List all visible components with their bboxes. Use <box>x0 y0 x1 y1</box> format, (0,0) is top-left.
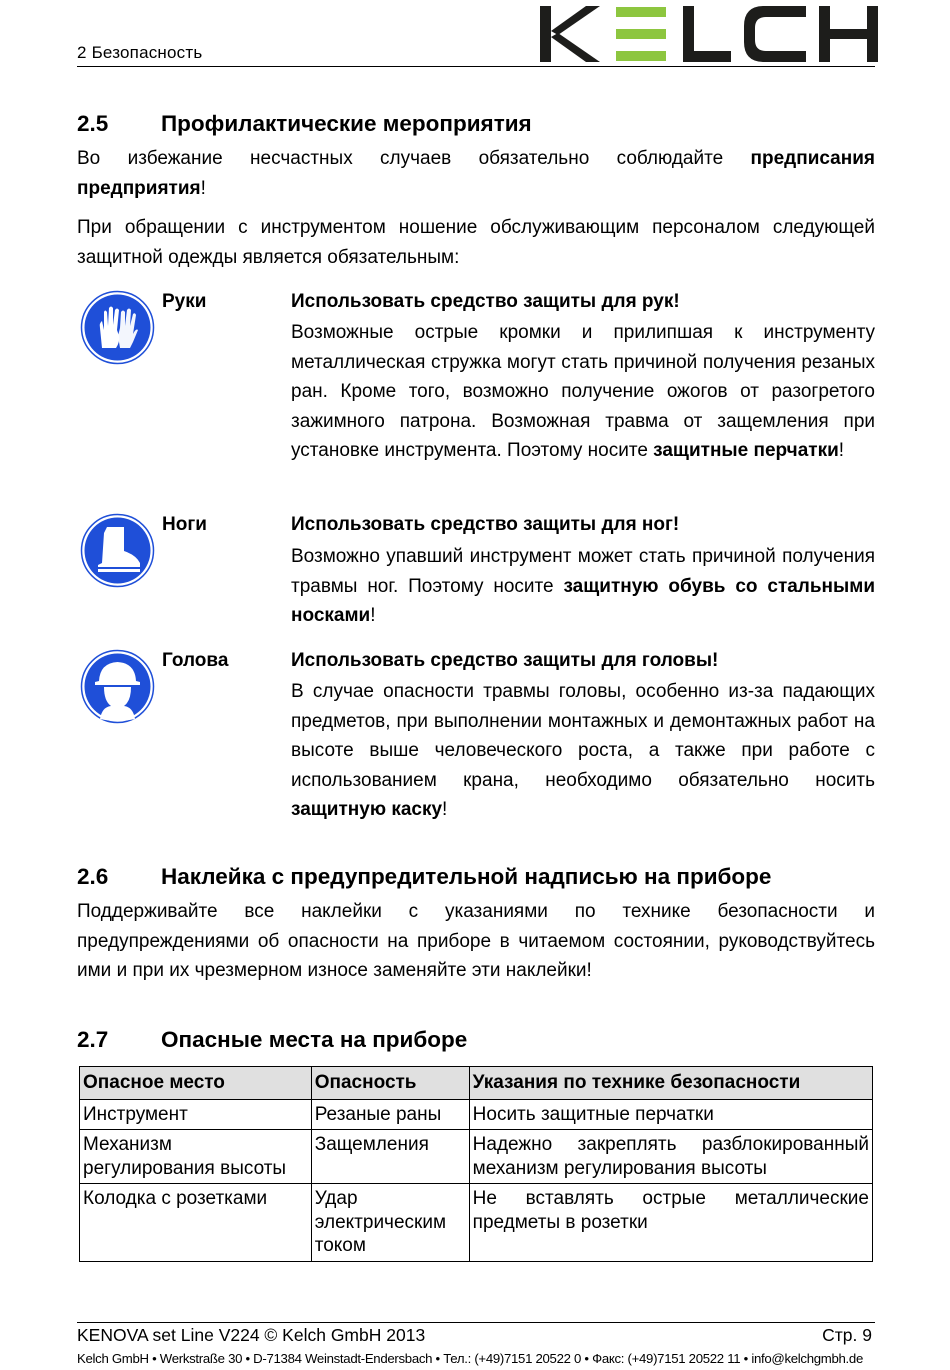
ppe-label-feet: Ноги <box>162 514 207 535</box>
ppe-text-feet: Возможно упавший инструмент может стать причиной получения травмы ног. Поэтому носите защитную обувь со стальными носками! <box>291 546 875 626</box>
kelch-logo <box>538 4 880 64</box>
footer-address: Kelch GmbH • Werkstraße 30 • D-71384 Weinstadt-Endersbach • Тел.: (+49)7151 20522 0 • Факс: (+49)7151 20522 11 • info@kelchgmbh.de <box>77 1351 863 1366</box>
table-row <box>80 1099 873 1130</box>
section-heading-2-5: 2.5 Профилактические мероприятия <box>77 111 532 136</box>
section-heading-2-7: 2.7 Опасные места на приборе <box>77 1027 468 1052</box>
helmet-icon <box>80 649 155 724</box>
intro-paragraph: Во избежание несчастных случаев обязательно соблюдайте предписания предприятия! <box>77 148 875 199</box>
ppe-text-head: В случае опасности травмы головы, особенно из-за падающих предметов, при выполнении монтажных и демонтажных работ на высоте выше человеческого роста, а также при работе с использованием крана, необходимо обязательно носить защитную каску! <box>291 681 875 820</box>
table-cell: Не вставлять острые металлические предметы в розетки <box>469 1184 872 1262</box>
ppe-label-hands: Руки <box>162 291 207 312</box>
footer-document-title: KENOVA set Line V224 © Kelch GmbH 2013 <box>77 1325 426 1345</box>
stickers-paragraph: Поддерживайте все наклейки с указаниями по технике безопасности и предупреждениями об опасности на приборе в читаемом состоянии, руководствуйтесь ими и при их чрезмерном износе заменяйте эти наклейки! <box>77 901 875 981</box>
table-row <box>80 1130 873 1184</box>
table-header-row <box>80 1067 873 1100</box>
table-cell: Инструмент <box>80 1099 312 1130</box>
hazard-table <box>79 1066 873 1262</box>
section-heading-2-6: 2.6 Наклейка с предупредительной надписью на приборе <box>77 864 772 889</box>
boot-icon <box>80 513 155 588</box>
footer-page-number: Стр. 9 <box>822 1325 872 1345</box>
column-header: Опасность <box>311 1067 469 1100</box>
clothing-paragraph: При обращении с инструментом ношение обслуживающим персоналом следующей защитной одежды является обязательным: <box>77 217 875 268</box>
ppe-text-hands: Возможные острые кромки и прилипшая к инструменту металлическая стружка могут стать причиной получения резаных ран. Кроме того, возможно получение ожогов от разогретого зажимного патрона. Возможная травма от защемления при установке инструмента. Поэтому носите защитные перчатки! <box>291 322 875 461</box>
table-cell: Надежно закреплять разблокированный механизм регулирования высоты <box>469 1130 872 1184</box>
ppe-label-head: Голова <box>162 650 229 671</box>
table-cell: Колодка с розетками <box>80 1184 312 1262</box>
table-cell: Удар электрическим током <box>311 1184 469 1262</box>
column-header: Указания по технике безопасности <box>469 1067 872 1100</box>
table-cell: Резаные раны <box>311 1099 469 1130</box>
table-cell: Носить защитные перчатки <box>469 1099 872 1130</box>
ppe-title-feet: Использовать средство защиты для ног! <box>291 514 680 535</box>
table-cell: Защемления <box>311 1130 469 1184</box>
table-cell: Механизм регулирования высоты <box>80 1130 312 1184</box>
running-header: 2 Безопасность <box>77 43 203 62</box>
footer-rule <box>77 1322 875 1323</box>
gloves-icon <box>80 290 155 365</box>
column-header: Опасное место <box>80 1067 312 1100</box>
ppe-title-head: Использовать средство защиты для головы! <box>291 650 719 671</box>
ppe-title-hands: Использовать средство защиты для рук! <box>291 291 680 312</box>
header-rule <box>77 66 875 67</box>
table-row <box>80 1184 873 1262</box>
